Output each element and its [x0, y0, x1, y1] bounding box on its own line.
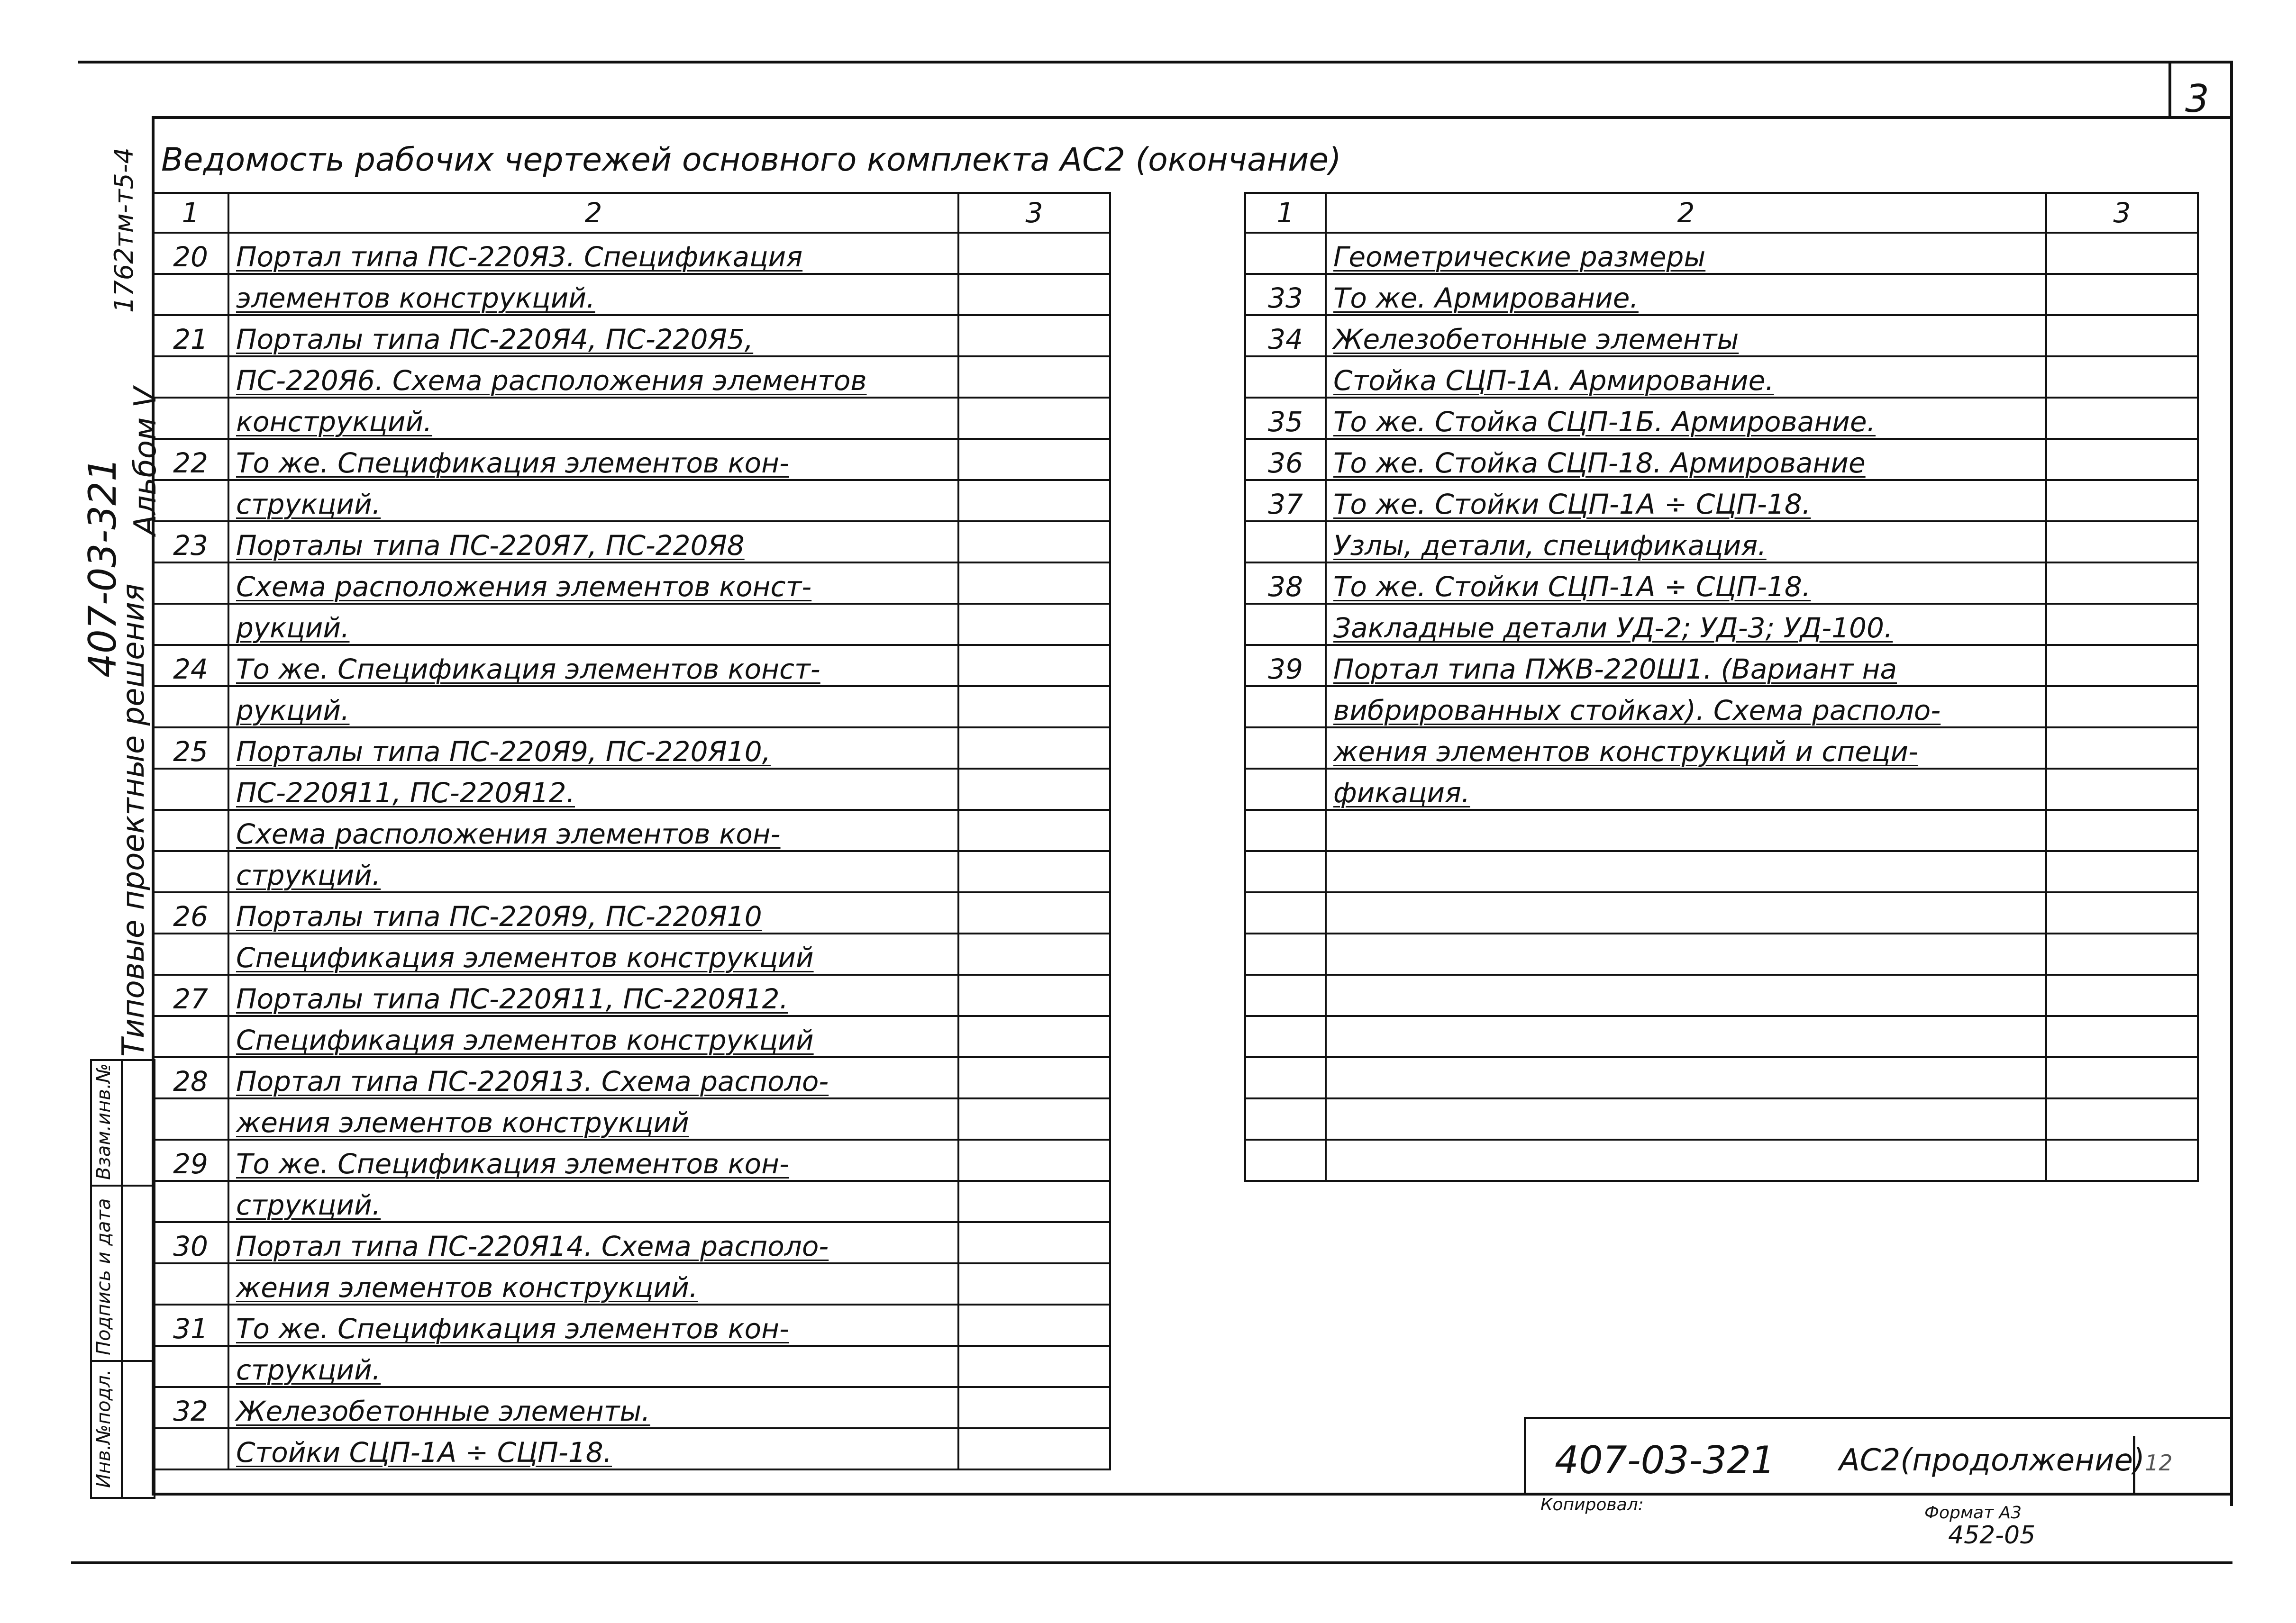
right-table-row-note — [2046, 233, 2198, 274]
left-table-row-note — [958, 315, 1110, 356]
right-table-row — [1245, 439, 2198, 480]
left-table-row-number — [153, 356, 228, 398]
right-table-row-text — [1326, 934, 2046, 975]
left-table-row-number — [153, 274, 228, 315]
right-table-row-number — [1245, 934, 1326, 975]
left-table-row-number: 32 — [153, 1387, 228, 1428]
stamp-column-inner — [121, 1059, 155, 1499]
left-table-row-text: Спецификация элементов конструкций — [228, 1016, 958, 1057]
left-table-row-number: 27 — [153, 975, 228, 1016]
left-header-col2: 2 — [228, 193, 958, 233]
page-box-left — [2168, 61, 2171, 118]
left-table-row-text: То же. Спецификация элементов кон- — [228, 1305, 958, 1346]
right-table-row-text: Геометрические размеры — [1326, 233, 2046, 274]
left-table-row-text: Портал типа ПС-220Я13. Схема располо- — [228, 1057, 958, 1098]
left-table-row-number — [153, 1263, 228, 1305]
frame-bottom-line — [152, 1493, 2230, 1496]
left-table-row-note — [958, 521, 1110, 562]
right-table-row-text: Узлы, детали, спецификация. — [1326, 521, 2046, 562]
right-table-row-number: 38 — [1245, 562, 1326, 604]
stamp-label-sign: Подпись и дата — [93, 1198, 115, 1355]
page-number: 3 — [2185, 77, 2209, 121]
left-table-row — [153, 1140, 1110, 1181]
left-table-row-number — [153, 1181, 228, 1222]
left-table-row-text: Спецификация элементов конструкций — [228, 934, 958, 975]
right-table-row-text — [1326, 975, 2046, 1016]
left-table-row-number: 28 — [153, 1057, 228, 1098]
left-table-row-number — [153, 398, 228, 439]
left-table-row — [153, 769, 1110, 810]
right-table-row-number: 33 — [1245, 274, 1326, 315]
left-table-row — [153, 521, 1110, 562]
left-table-row-number — [153, 1346, 228, 1387]
right-table-row-text: То же. Армирование. — [1326, 274, 2046, 315]
format-code: 452-05 — [1948, 1521, 2036, 1550]
right-table-row-text — [1326, 1016, 2046, 1057]
right-table-row-number — [1245, 233, 1326, 274]
left-table-row-text: струкций. — [228, 1181, 958, 1222]
right-table-row — [1245, 975, 2198, 1016]
left-table-row-note — [958, 851, 1110, 892]
left-table-row-text: Схема расположения элементов кон- — [228, 810, 958, 851]
left-table-row-note — [958, 439, 1110, 480]
right-table-row-note — [2046, 1016, 2198, 1057]
left-table-row-note — [958, 1428, 1110, 1469]
left-table-row-text: Порталы типа ПС-220Я9, ПС-220Я10 — [228, 892, 958, 934]
stamp-label-replace: Взам.инв.№ — [93, 1063, 115, 1180]
left-table-row-note — [958, 480, 1110, 521]
left-table-row — [153, 645, 1110, 686]
left-table-row-number — [153, 1016, 228, 1057]
left-table-row-text: Порталы типа ПС-220Я7, ПС-220Я8 — [228, 521, 958, 562]
left-table-row — [153, 1098, 1110, 1140]
right-table-row-number: 36 — [1245, 439, 1326, 480]
left-table-row-text: Стойки СЦП-1А ÷ СЦП-18. — [228, 1428, 958, 1469]
right-table-row-number — [1245, 686, 1326, 727]
right-table-row-note — [2046, 645, 2198, 686]
right-table-row-number — [1245, 1057, 1326, 1098]
left-table-row-number: 29 — [153, 1140, 228, 1181]
frame-top-line — [152, 116, 2230, 119]
left-table-row-text: рукций. — [228, 604, 958, 645]
right-table-row-number: 35 — [1245, 398, 1326, 439]
left-table-row-text: жения элементов конструкций — [228, 1098, 958, 1140]
right-table-row — [1245, 810, 2198, 851]
right-table-row — [1245, 315, 2198, 356]
left-header-col3: 3 — [958, 193, 1110, 233]
left-table-row-text: конструкций. — [228, 398, 958, 439]
right-table-row-note — [2046, 1140, 2198, 1181]
side-series-name: Типовые проектные решения — [116, 583, 151, 1057]
right-table-row-note — [2046, 315, 2198, 356]
left-table-row-number: 22 — [153, 439, 228, 480]
right-table-row-note — [2046, 686, 2198, 727]
left-table-row-number: 20 — [153, 233, 228, 274]
left-table-row — [153, 851, 1110, 892]
right-table-row-number: 39 — [1245, 645, 1326, 686]
left-table-row-text: То же. Спецификация элементов конст- — [228, 645, 958, 686]
left-table-row — [153, 1016, 1110, 1057]
left-table-row — [153, 1387, 1110, 1428]
titleblock-top-line — [1524, 1417, 2230, 1419]
right-table-row-note — [2046, 892, 2198, 934]
right-table-row-number — [1245, 892, 1326, 934]
right-table-row-text — [1326, 1140, 2046, 1181]
left-table-row — [153, 480, 1110, 521]
right-table-row — [1245, 1057, 2198, 1098]
left-table-row — [153, 1346, 1110, 1387]
left-table-row — [153, 1428, 1110, 1469]
right-table-row — [1245, 727, 2198, 769]
right-table-row — [1245, 934, 2198, 975]
right-table-row — [1245, 892, 2198, 934]
format-label: Формат А3 — [1924, 1503, 2022, 1523]
left-table-row-text: струкций. — [228, 851, 958, 892]
left-table-row-text: То же. Спецификация элементов кон- — [228, 439, 958, 480]
stamp-divider-1 — [90, 1185, 152, 1187]
left-table-row — [153, 727, 1110, 769]
right-header-col3: 3 — [2046, 193, 2198, 233]
left-table-row-note — [958, 769, 1110, 810]
left-table-row-note — [958, 1387, 1110, 1428]
left-table-row — [153, 439, 1110, 480]
left-table-row-text: Портал типа ПС-220Я14. Схема располо- — [228, 1222, 958, 1263]
left-table-row-note — [958, 975, 1110, 1016]
left-table-row-number: 25 — [153, 727, 228, 769]
copied-by-label: Копировал: — [1540, 1495, 1644, 1514]
right-table-row-number — [1245, 769, 1326, 810]
left-table-row-text: ПС-220Я6. Схема расположения элементов — [228, 356, 958, 398]
right-table-row-text — [1326, 1098, 2046, 1140]
right-table-row — [1245, 398, 2198, 439]
right-table-row-number — [1245, 1016, 1326, 1057]
right-table-row-note — [2046, 521, 2198, 562]
left-table-row-number — [153, 934, 228, 975]
left-table-row-note — [958, 892, 1110, 934]
left-table-row-note — [958, 398, 1110, 439]
left-table-row-text: рукций. — [228, 686, 958, 727]
right-table-row-text: Железобетонные элементы — [1326, 315, 2046, 356]
left-table-row-text: Схема расположения элементов конст- — [228, 562, 958, 604]
left-table-row-number: 30 — [153, 1222, 228, 1263]
right-table-row — [1245, 645, 2198, 686]
right-table-row-text: То же. Стойки СЦП-1А ÷ СЦП-18. — [1326, 562, 2046, 604]
left-table-row-note — [958, 727, 1110, 769]
right-table-row-note — [2046, 934, 2198, 975]
left-table-row-number — [153, 562, 228, 604]
sheet-number: 12 — [2145, 1450, 2173, 1476]
right-table-row-note — [2046, 851, 2198, 892]
left-table-row-note — [958, 1222, 1110, 1263]
left-table-row-number — [153, 604, 228, 645]
left-table-row-number — [153, 851, 228, 892]
left-table-row-note — [958, 810, 1110, 851]
left-table-row-number: 26 — [153, 892, 228, 934]
left-table-row — [153, 892, 1110, 934]
bottom-border-line — [71, 1561, 2232, 1564]
right-table-row — [1245, 851, 2198, 892]
left-table-row-text: Порталы типа ПС-220Я11, ПС-220Я12. — [228, 975, 958, 1016]
left-table-row-number: 23 — [153, 521, 228, 562]
left-table-row-number — [153, 686, 228, 727]
right-header-row — [1245, 193, 2198, 233]
right-table-row — [1245, 480, 2198, 521]
right-header-col1: 1 — [1245, 193, 1326, 233]
right-table-row-text: То же. Стойка СЦП-18. Армирование — [1326, 439, 2046, 480]
right-table-row-text: То же. Стойки СЦП-1А ÷ СЦП-18. — [1326, 480, 2046, 521]
right-table-row-number — [1245, 604, 1326, 645]
left-table-row-note — [958, 1140, 1110, 1181]
left-table-row-text: Порталы типа ПС-220Я9, ПС-220Я10, — [228, 727, 958, 769]
right-table-row-text: Закладные детали УД-2; УД-3; УД-100. — [1326, 604, 2046, 645]
left-table-row — [153, 934, 1110, 975]
left-table-row — [153, 1181, 1110, 1222]
left-table-row — [153, 686, 1110, 727]
left-table-row-text: жения элементов конструкций. — [228, 1263, 958, 1305]
left-table-row-text: элементов конструкций. — [228, 274, 958, 315]
left-table-row-number — [153, 480, 228, 521]
left-table-row-note — [958, 1305, 1110, 1346]
left-table-row-note — [958, 934, 1110, 975]
left-table-row-text: Портал типа ПС-220Я3. Спецификация — [228, 233, 958, 274]
right-table-row-note — [2046, 1098, 2198, 1140]
left-table-row — [153, 562, 1110, 604]
page-title: Ведомость рабочих чертежей основного комплекта АС2 (окончание) — [161, 141, 1341, 179]
titleblock-left-line — [1524, 1417, 1526, 1495]
right-table-row-number — [1245, 810, 1326, 851]
left-table-row-text: струкций. — [228, 480, 958, 521]
right-table-row — [1245, 233, 2198, 274]
right-table-row — [1245, 1098, 2198, 1140]
right-table-row-note — [2046, 810, 2198, 851]
right-table-row — [1245, 356, 2198, 398]
left-table-row — [153, 356, 1110, 398]
right-table-row-text — [1326, 851, 2046, 892]
left-table-row-note — [958, 1181, 1110, 1222]
right-table-row-text: фикация. — [1326, 769, 2046, 810]
right-table-row-number — [1245, 1098, 1326, 1140]
right-table-row-number: 37 — [1245, 480, 1326, 521]
right-table-row-text — [1326, 810, 2046, 851]
right-table-row-number — [1245, 1140, 1326, 1181]
left-table-row-note — [958, 645, 1110, 686]
right-table-row-number — [1245, 851, 1326, 892]
right-table-row — [1245, 769, 2198, 810]
left-table-row-note — [958, 233, 1110, 274]
left-header-row — [153, 193, 1110, 233]
left-table-row — [153, 810, 1110, 851]
right-table-row-note — [2046, 769, 2198, 810]
left-table-row-note — [958, 1016, 1110, 1057]
left-table-row-note — [958, 604, 1110, 645]
left-table-row-text: ПС-220Я11, ПС-220Я12. — [228, 769, 958, 810]
left-table-row-note — [958, 356, 1110, 398]
right-table-row-note — [2046, 1057, 2198, 1098]
left-table-row-note — [958, 686, 1110, 727]
left-table-row-text: То же. Спецификация элементов кон- — [228, 1140, 958, 1181]
right-table-row-number — [1245, 975, 1326, 1016]
right-table-row-number — [1245, 727, 1326, 769]
left-table-row — [153, 1263, 1110, 1305]
left-table-row — [153, 274, 1110, 315]
right-table-row-note — [2046, 398, 2198, 439]
left-table-row-number — [153, 1428, 228, 1469]
right-table-row-text: Портал типа ПЖВ-220Ш1. (Вариант на — [1326, 645, 2046, 686]
left-table-row-number: 21 — [153, 315, 228, 356]
right-header-col2: 2 — [1326, 193, 2046, 233]
left-table-row-note — [958, 562, 1110, 604]
left-table-row — [153, 604, 1110, 645]
left-table-row — [153, 315, 1110, 356]
right-table-row-note — [2046, 439, 2198, 480]
left-table-row-number: 24 — [153, 645, 228, 686]
side-album: Альбом V — [128, 387, 163, 535]
right-table-row-note — [2046, 562, 2198, 604]
right-table-row-text — [1326, 1057, 2046, 1098]
right-table-row-note — [2046, 274, 2198, 315]
right-sheet-table — [1244, 192, 2199, 1182]
right-table-row-number — [1245, 521, 1326, 562]
right-table-row-note — [2046, 727, 2198, 769]
left-table-row-note — [958, 1263, 1110, 1305]
frame-right-line — [2230, 61, 2233, 1506]
right-table-row — [1245, 521, 2198, 562]
right-table-row-note — [2046, 480, 2198, 521]
right-table-row-text: То же. Стойка СЦП-1Б. Армирование. — [1326, 398, 2046, 439]
right-table-row-note — [2046, 975, 2198, 1016]
document-code: 407-03-321 — [1555, 1438, 1775, 1482]
left-table-row-number — [153, 810, 228, 851]
left-table-row-number: 31 — [153, 1305, 228, 1346]
right-table-row-text: жения элементов конструкций и специ- — [1326, 727, 2046, 769]
left-table-row-note — [958, 1098, 1110, 1140]
left-table-row-text: Порталы типа ПС-220Я4, ПС-220Я5, — [228, 315, 958, 356]
left-table-row-note — [958, 274, 1110, 315]
left-table-row — [153, 233, 1110, 274]
document-name: АС2(продолжение) — [1839, 1443, 2145, 1478]
right-table-row-number — [1245, 356, 1326, 398]
left-table-row — [153, 398, 1110, 439]
side-code: 1762тм-т5-4 — [109, 147, 139, 313]
left-table-row-note — [958, 1346, 1110, 1387]
left-table-row — [153, 1057, 1110, 1098]
left-table-row — [153, 1305, 1110, 1346]
stamp-label-inv: Инв.№подл. — [93, 1369, 115, 1488]
stamp-divider-2 — [90, 1360, 152, 1362]
right-table-row — [1245, 274, 2198, 315]
left-table-row-number — [153, 769, 228, 810]
left-header-col1: 1 — [153, 193, 228, 233]
side-series: 407-03-321 — [81, 457, 125, 678]
left-table-row-text: Железобетонные элементы. — [228, 1387, 958, 1428]
right-table-row — [1245, 562, 2198, 604]
left-table-row-text: струкций. — [228, 1346, 958, 1387]
right-table-row — [1245, 604, 2198, 645]
right-table-row — [1245, 1140, 2198, 1181]
top-border-line — [78, 61, 2230, 63]
right-table-row-note — [2046, 604, 2198, 645]
left-table-row — [153, 975, 1110, 1016]
right-table-row — [1245, 686, 2198, 727]
right-table-row-number: 34 — [1245, 315, 1326, 356]
left-table-row-note — [958, 1057, 1110, 1098]
left-table-row — [153, 1222, 1110, 1263]
left-table-row-number — [153, 1098, 228, 1140]
left-sheet-table — [152, 192, 1111, 1470]
right-table-row — [1245, 1016, 2198, 1057]
right-table-row-text: вибрированных стойках). Схема располо- — [1326, 686, 2046, 727]
right-table-row-note — [2046, 356, 2198, 398]
right-table-row-text — [1326, 892, 2046, 934]
right-table-row-text: Стойка СЦП-1А. Армирование. — [1326, 356, 2046, 398]
